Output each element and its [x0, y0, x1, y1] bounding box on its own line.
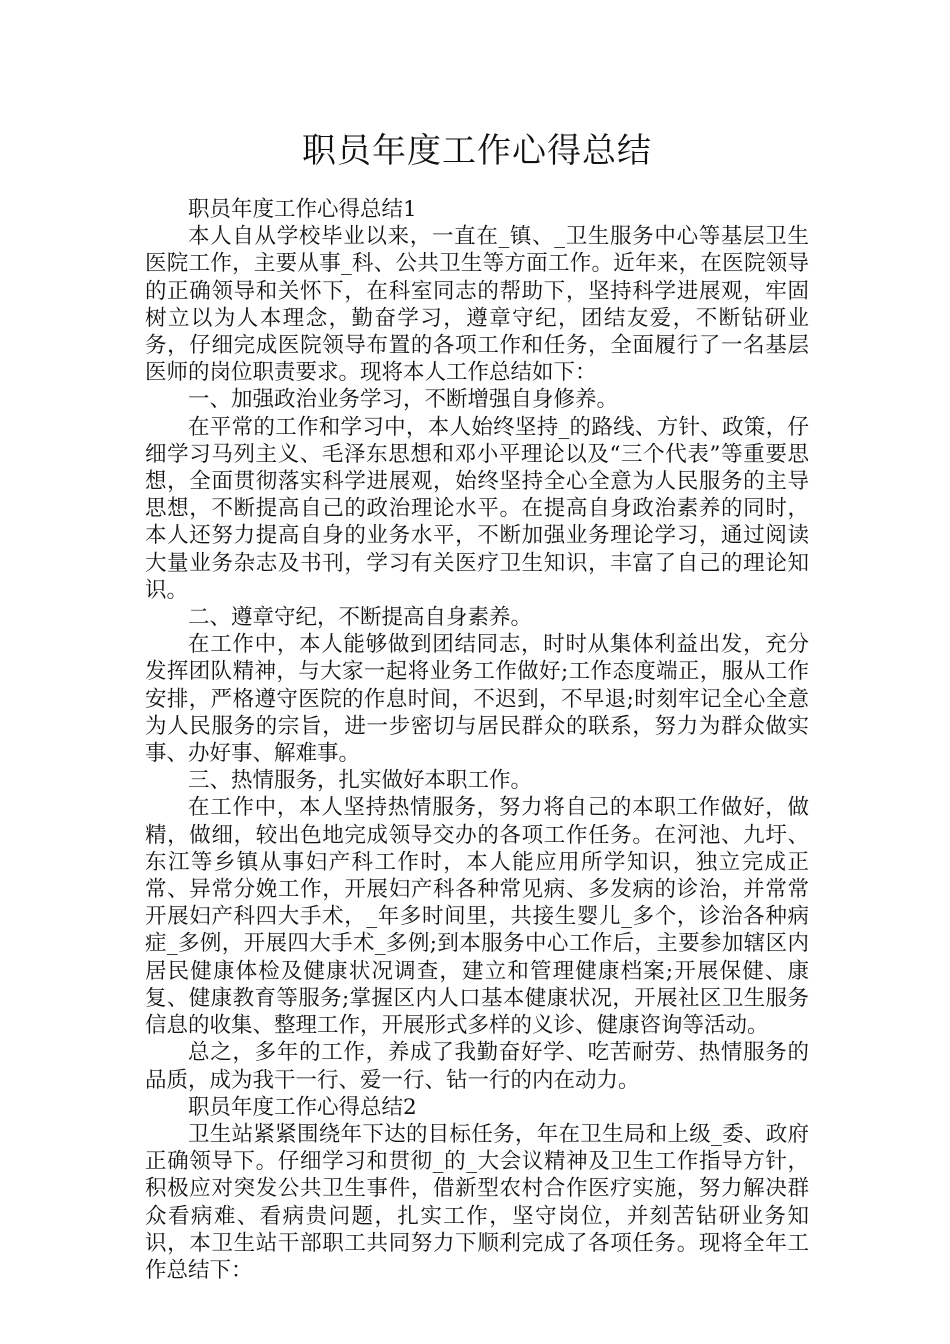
body-paragraph: 在平常的工作和学习中，本人始终坚持_的路线、方针、政策，仔细学习马列主义、毛泽东思想和邓小平理论以及“三个代表”等重要思想，全面贯彻落实科学进展观，始终坚持全心全意为人民服务的主导思想，不断提高自己的政治理论水平。在提高自身政治素养的同时，本人还努力提高自身的业务水平，不断加强业务理论学习，通过阅读大量业务杂志及书刊，学习有关医疗卫生知识，丰富了自己的理论知识。 [145, 414, 809, 603]
subsection-heading: 三、热情服务，扎实做好本职工作。 [188, 768, 533, 794]
body-paragraph: 本人自从学校毕业以来，一直在_镇、_卫生服务中心等基层卫生医院工作，主要从事_科、公共卫生等方面工作。近年来，在医院领导的正确领导和关怀下，在科室同志的帮助下，坚持科学进展观，牢固树立以为人本理念，勤奋学习，遵章守纪，团结友爱，不断钻研业务，仔细完成医院领导布置的各项工作和任务，全面履行了一名基层医师的岗位职责要求。现将本人工作总结如下： [145, 224, 809, 386]
body-paragraph: 卫生站紧紧围绕年下达的目标任务，年在卫生局和上级_委、政府正确领导下。仔细学习和贯彻_的_大会议精神及卫生工作指导方针，积极应对突发公共卫生事件，借新型农村合作医疗实施，努力解决群众看病难、看病贵问题，扎实工作，坚守岗位，并刻苦钻研业务知识，本卫生站干部职工共同努力下顺利完成了各项任务。现将全年工作总结下： [145, 1121, 809, 1283]
document-page [145, 128, 809, 1284]
body-paragraph: 在工作中，本人坚持热情服务，努力将自己的本职工作做好，做精，做细，较出色地完成领导交办的各项工作任务。在河池、九圩、东江等乡镇从事妇产科工作时，本人能应用所学知识，独立完成正常、异常分娩工作，开展妇产科各种常见病、多发病的诊治，并常常开展妇产科四大手术，_年多时间里，共接生婴儿_多个，诊治各种病症_多例，开展四大手术_多例;到本服务中心工作后，主要参加辖区内居民健康体检及健康状况调查，建立和管理健康档案;开展保健、康复、健康教育等服务;掌握区内人口基本健康状况，开展社区卫生服务信息的收集、整理工作，开展形式多样的义诊、健康咨询等活动。 [145, 795, 809, 1039]
section-heading-2: 职员年度工作心得总结2 [188, 1094, 417, 1120]
section-heading-1: 职员年度工作心得总结1 [188, 197, 417, 222]
body-paragraph: 总之，多年的工作，养成了我勤奋好学、吃苦耐劳、热情服务的品质，成为我干一行、爱一行、钻一行的内在动力。 [145, 1040, 809, 1093]
body-paragraph: 在工作中，本人能够做到团结同志，时时从集体利益出发，充分发挥团队精神，与大家一起将业务工作做好;工作态度端正，服从工作安排，严格遵守医院的作息时间，不迟到，不早退;时刻牢记全心全意为人民服务的宗旨，进一步密切与居民群众的联系，努力为群众做实事、办好事、解难事。 [145, 632, 809, 767]
subsection-heading: 二、遵章守纪，不断提高自身素养。 [188, 605, 533, 631]
subsection-heading: 一、加强政治业务学习，不断增强自身修养。 [188, 387, 619, 413]
document-title: 职员年度工作心得总结 [302, 131, 652, 171]
